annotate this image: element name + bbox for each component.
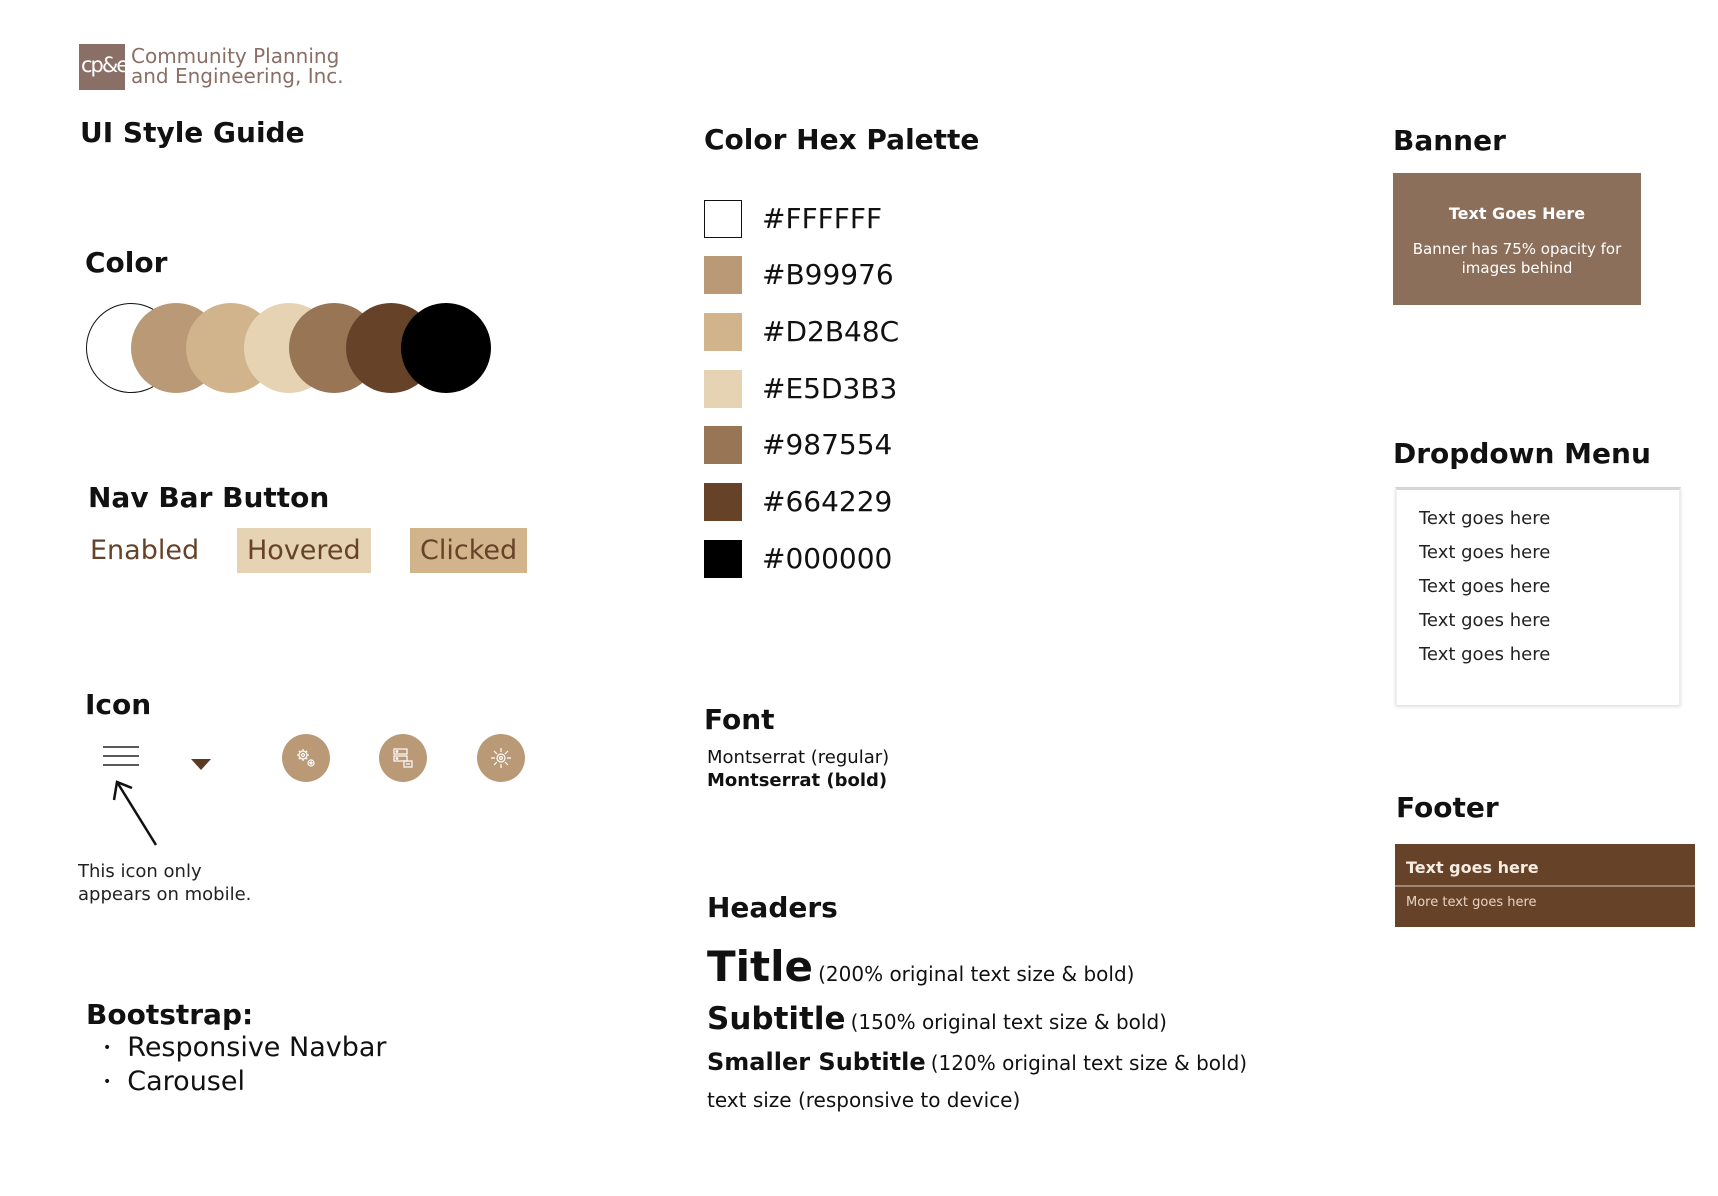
dropdown-item[interactable]: Text goes here [1419, 576, 1551, 597]
hex-label: #664229 [762, 485, 893, 518]
company-logo [79, 44, 128, 90]
dropdown-item[interactable]: Text goes here [1419, 508, 1551, 529]
dropdown-menu [1395, 487, 1681, 705]
network-hub-icon[interactable] [477, 734, 525, 782]
dropdown-item[interactable]: Text goes here [1419, 610, 1551, 631]
footer-title: Text goes here [1406, 858, 1539, 877]
hex-label: #E5D3B3 [762, 372, 898, 405]
subtitle-note: (150% original text size & bold) [850, 1010, 1167, 1034]
subtitle-sample: Subtitle [707, 1001, 846, 1037]
logo-wordmark [131, 46, 344, 86]
body-text-sample: text size (responsive to device) [707, 1088, 1021, 1112]
logo-mark-text: cp&e [81, 53, 128, 77]
bootstrap-item: • Carousel [103, 1066, 245, 1097]
banner-sample [1393, 173, 1641, 305]
hex-label: #987554 [762, 428, 893, 461]
swatch-e5d3b3 [704, 370, 742, 408]
footer-heading: Footer [1396, 791, 1499, 824]
footer-subtitle: More text goes here [1406, 895, 1537, 910]
bootstrap-heading: Bootstrap: [86, 998, 254, 1031]
swatch-664229 [704, 483, 742, 521]
swatch-ffffff [704, 200, 742, 238]
banner-heading: Banner [1393, 124, 1506, 157]
banner-title: Text Goes Here [1448, 204, 1586, 223]
swatch-000000 [704, 540, 742, 578]
arrow-pointer-icon [108, 776, 162, 848]
hex-label: #B99976 [762, 258, 894, 291]
header-smaller-subtitle-sample [707, 1048, 1247, 1076]
header-subtitle-sample [707, 1001, 1167, 1037]
title-sample: Title [707, 942, 814, 991]
color-heading: Color [85, 246, 168, 279]
swatch-d2b48c [704, 313, 742, 351]
font-heading: Font [704, 703, 775, 736]
settings-gear-icon[interactable] [282, 734, 330, 782]
server-database-icon[interactable] [379, 734, 427, 782]
swatch-987554 [704, 426, 742, 464]
swatch-b99976 [704, 256, 742, 294]
font-regular-sample: Montserrat (regular) [707, 747, 890, 768]
banner-subtitle: Banner has 75% opacity for images behind [1412, 240, 1622, 277]
logo-line-2: and Engineering, Inc. [131, 64, 344, 88]
color-circles [86, 303, 506, 395]
nav-button-hovered[interactable]: Hovered [237, 528, 371, 573]
font-bold-sample: Montserrat (bold) [707, 770, 888, 791]
title-note: (200% original text size & bold) [818, 962, 1135, 986]
dropdown-item[interactable]: Text goes here [1419, 644, 1551, 665]
logo-line-1: Community Planning [131, 44, 340, 68]
smaller-subtitle-sample: Smaller Subtitle [707, 1048, 926, 1076]
dropdown-item[interactable]: Text goes here [1419, 542, 1551, 563]
mobile-note-line-2: appears on mobile. [78, 884, 252, 905]
bootstrap-item: • Responsive Navbar [103, 1032, 387, 1063]
mobile-note-line-1: This icon only [78, 861, 202, 882]
nav-button-enabled[interactable]: Enabled [90, 535, 200, 566]
footer-sample [1395, 844, 1695, 927]
page-title: UI Style Guide [80, 116, 305, 149]
bootstrap-list [103, 1031, 387, 1099]
color-circle-black [401, 303, 491, 393]
icon-heading: Icon [85, 688, 152, 721]
hamburger-menu-icon[interactable] [103, 744, 139, 768]
dropdown-heading: Dropdown Menu [1393, 437, 1651, 470]
dropdown-caret-icon[interactable] [191, 756, 211, 768]
headers-heading: Headers [707, 891, 838, 924]
header-title-sample [707, 942, 1134, 991]
hex-label: #000000 [762, 542, 893, 575]
mobile-icon-note [78, 860, 251, 906]
nav-heading: Nav Bar Button [88, 481, 330, 514]
nav-button-clicked[interactable]: Clicked [410, 528, 527, 573]
hex-label: #FFFFFF [762, 202, 883, 235]
hex-label: #D2B48C [762, 315, 900, 348]
palette-heading: Color Hex Palette [704, 123, 980, 156]
smaller-subtitle-note: (120% original text size & bold) [930, 1051, 1248, 1075]
